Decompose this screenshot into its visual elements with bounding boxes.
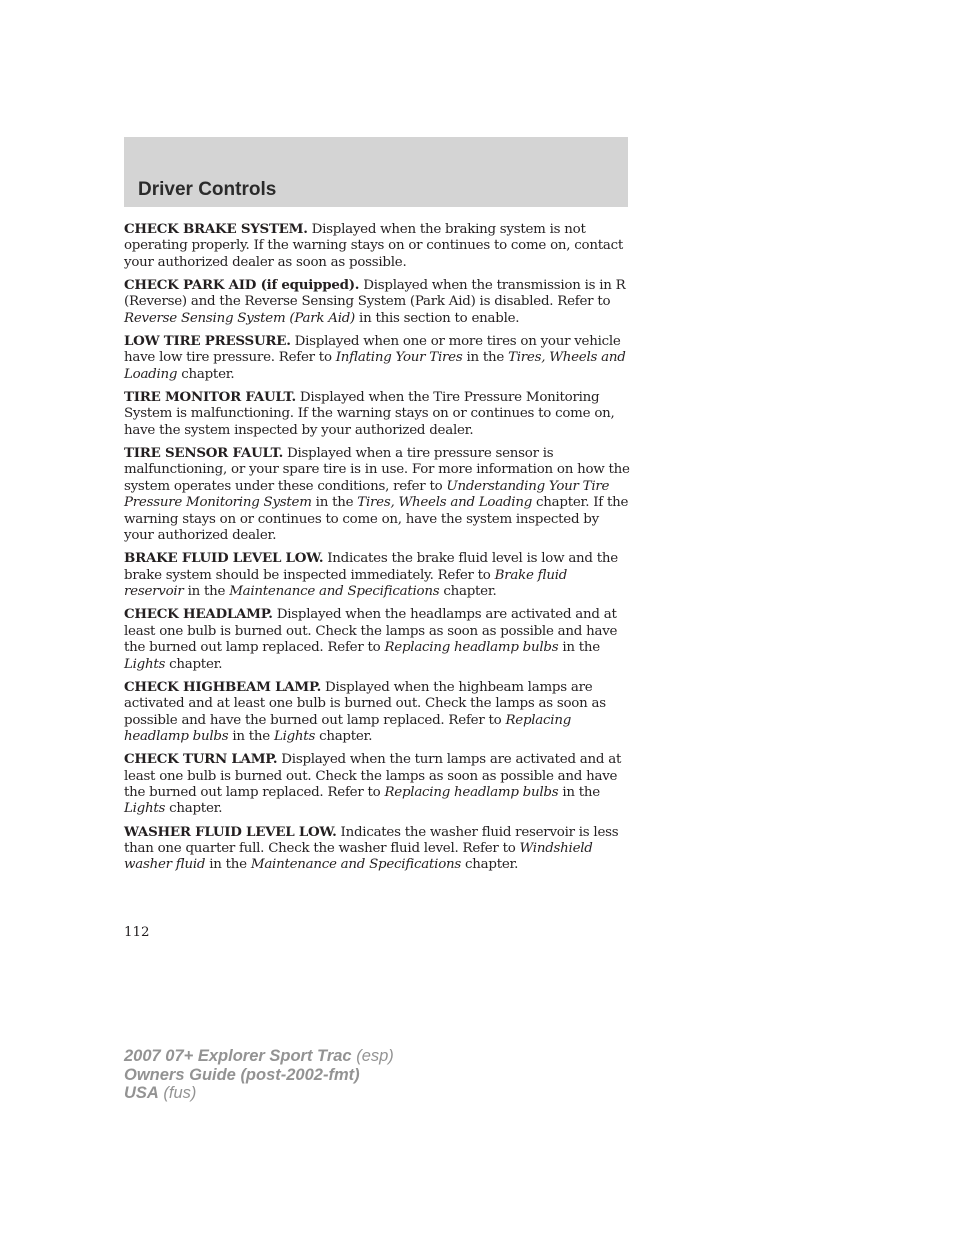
- section-title: Driver Controls: [138, 179, 277, 200]
- warning-message-paragraph: [124, 550, 630, 600]
- cross-reference-text: Replacing headlamp bulbs: [384, 640, 559, 656]
- description-text: Indicates the brake fluid level is low and the brake system should be inspected immediately. Refer to: [124, 551, 618, 583]
- description-text: in the: [558, 640, 600, 656]
- warning-message-heading: LOW TIRE PRESSURE.: [124, 333, 291, 350]
- footer-model: 2007 07+ Explorer Sport Trac: [124, 1047, 352, 1065]
- cross-reference-text: Replacing headlamp bulbs: [384, 784, 559, 800]
- warning-message-heading: WASHER FLUID LEVEL LOW.: [124, 823, 337, 840]
- description-text: chapter.: [439, 584, 497, 600]
- description-text: Displayed when the turn lamps are activated and at least one bulb is burned out. Check the lamps as soon as possible and have the burned out lamp replaced. Refer to: [124, 752, 622, 800]
- warning-message-heading: TIRE SENSOR FAULT.: [124, 445, 283, 462]
- cross-reference-text: Reverse Sensing System (Park Aid): [124, 310, 356, 326]
- description-text: chapter.: [461, 857, 519, 873]
- warning-message-heading: TIRE MONITOR FAULT.: [124, 389, 296, 406]
- footer-line-guide: [124, 1066, 394, 1085]
- description-text: chapter.: [177, 366, 235, 382]
- footer-guide: Owners Guide (post-2002-fmt): [124, 1065, 360, 1084]
- description-text: in the: [558, 784, 600, 800]
- cross-reference-text: Lights: [124, 656, 166, 672]
- page-number: 112: [124, 925, 150, 940]
- cross-reference-text: Tires, Wheels and Loading: [357, 495, 533, 511]
- warning-message-paragraph: [124, 679, 630, 746]
- description-text: in the: [228, 728, 274, 744]
- warning-message-paragraph: [124, 824, 630, 874]
- warning-message-paragraph: [124, 606, 630, 673]
- warning-message-heading: CHECK BRAKE SYSTEM.: [124, 221, 308, 237]
- cross-reference-text: Lights: [273, 728, 316, 744]
- warning-message-paragraph: [124, 751, 630, 818]
- description-text: chapter.: [315, 728, 373, 744]
- description-text: in the: [311, 495, 358, 511]
- warning-message-paragraph: [124, 277, 630, 327]
- cross-reference-text: Lights: [124, 801, 166, 817]
- description-text: Indicates the washer fluid reservoir is less than one quarter full. Check the washer fluid level. Refer to: [124, 824, 619, 856]
- document-footer: [124, 1047, 394, 1103]
- footer-market-code: (fus): [158, 1084, 197, 1102]
- cross-reference-text: Brake fluid reservoir: [124, 567, 568, 600]
- description-text: in the: [205, 857, 251, 873]
- description-text: in the: [462, 350, 509, 366]
- cross-reference-text: Maintenance and Specifications: [250, 857, 462, 873]
- cross-reference-text: Tires, Wheels and Loading: [124, 350, 626, 382]
- cross-reference-text: Maintenance and Specifications: [229, 584, 440, 600]
- description-text: in the: [183, 584, 230, 600]
- description-text: Displayed when a tire pressure sensor is malfunctioning, or your spare tire is in use. For more information on how the system operates under these conditions, refer to: [124, 446, 630, 494]
- warning-message-paragraph: [124, 221, 630, 271]
- warning-messages-list: [124, 221, 630, 880]
- warning-message-paragraph: [124, 333, 630, 383]
- description-text: Displayed when the Tire Pressure Monitoring System is malfunctioning. If the warning stays on or continues to come on, have the system inspected by your authorized dealer.: [124, 390, 615, 438]
- warning-message-heading: BRAKE FLUID LEVEL LOW.: [124, 550, 324, 567]
- footer-model-code: (esp): [351, 1047, 394, 1065]
- description-text: chapter.: [165, 656, 223, 672]
- description-text: Displayed when the transmission is in R (Reverse) and the Reverse Sensing System (Park Aid) is disabled. Refer to: [124, 278, 626, 310]
- cross-reference-text: Inflating Your Tires: [335, 350, 463, 366]
- description-text: chapter.: [165, 801, 223, 817]
- warning-message-paragraph: [124, 389, 630, 439]
- footer-line-market: [124, 1084, 394, 1103]
- warning-message-heading: CHECK HEADLAMP.: [124, 606, 273, 623]
- description-text: Displayed when one or more tires on your vehicle have low tire pressure. Refer to: [124, 334, 621, 366]
- description-text: in this section to enable.: [355, 310, 520, 326]
- description-text: Displayed when the braking system is not operating properly. If the warning stays on or continues to come on, contact your authorized dealer as soon as possible.: [124, 222, 623, 270]
- warning-message-heading: CHECK HIGHBEAM LAMP.: [124, 678, 322, 695]
- section-header-band: [124, 137, 628, 207]
- cross-reference-text: Understanding Your Tire Pressure Monitoring System: [124, 478, 610, 511]
- warning-message-heading: CHECK PARK AID (if equipped).: [124, 277, 360, 294]
- warning-message-paragraph: [124, 445, 630, 544]
- warning-message-heading: CHECK TURN LAMP.: [124, 751, 278, 768]
- description-text: Displayed when the headlamps are activated and at least one bulb is burned out. Check the lamps as soon as possible and have the burned out lamp replaced. Refer to: [124, 607, 618, 656]
- footer-line-model: [124, 1047, 394, 1066]
- cross-reference-text: Replacing headlamp bulbs: [124, 712, 572, 744]
- cross-reference-text: Windshield washer fluid: [124, 840, 593, 873]
- description-text: Displayed when the highbeam lamps are activated and at least one bulb is burned out. Check the lamps as soon as possible and have the burned out lamp replaced. Refer to: [124, 679, 606, 728]
- footer-market: USA: [124, 1084, 159, 1102]
- description-text: chapter. If the warning stays on or continues to come on, have the system inspected by your authorized dealer.: [124, 495, 629, 544]
